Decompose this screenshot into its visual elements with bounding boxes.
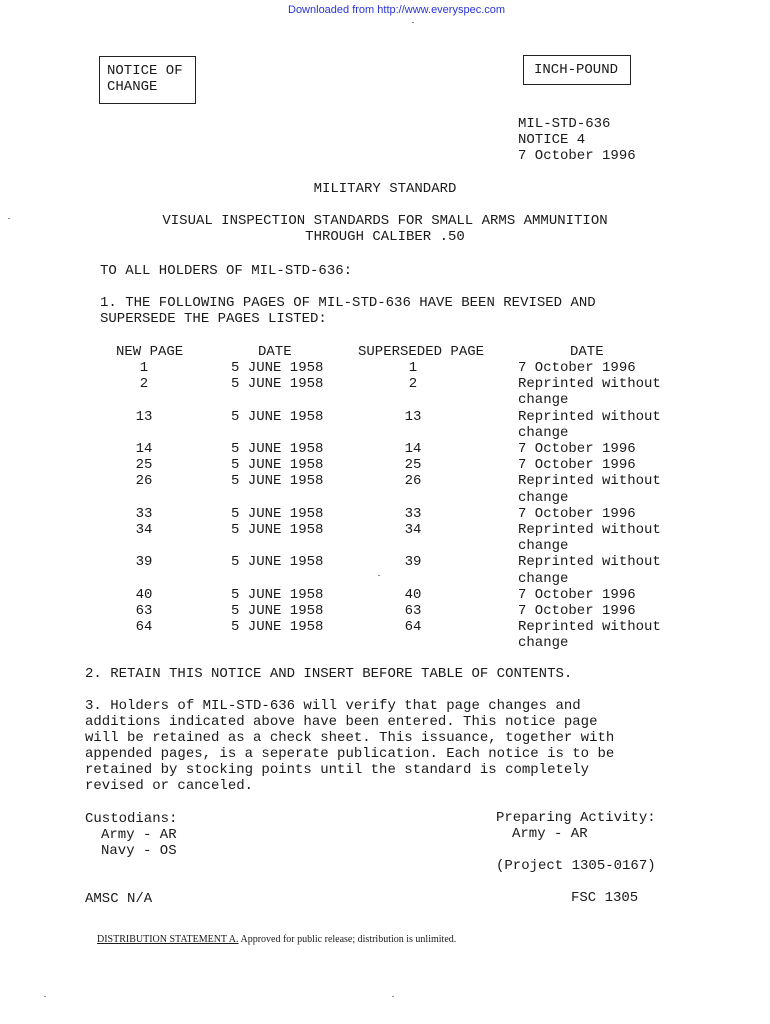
project-number: (Project 1305-0167)	[496, 858, 656, 874]
table-cell-date: 5 JUNE 1958	[231, 376, 324, 393]
custodian-army: Army - AR	[101, 827, 177, 843]
table-cell-date-2: Reprinted without	[518, 619, 661, 636]
para3-line6: revised or canceled.	[85, 778, 254, 794]
table-cell-superseded-page: 39	[404, 554, 422, 571]
amsc: AMSC N/A	[85, 891, 153, 907]
scan-speck	[378, 575, 380, 576]
table-cell-date: 5 JUNE 1958	[231, 408, 324, 425]
distribution-statement	[97, 934, 456, 945]
doc-number: MIL-STD-636	[518, 116, 611, 132]
table-cell-date: 5 JUNE 1958	[231, 603, 324, 619]
table-cell-date-2: Reprinted without	[518, 554, 661, 571]
table-cell-date: 5 JUNE 1958	[231, 457, 324, 474]
notice-number: NOTICE 4	[518, 132, 586, 148]
salutation: TO ALL HOLDERS OF MIL-STD-636:	[100, 263, 353, 279]
header-new-page: NEW PAGE	[116, 344, 184, 360]
notice-of-change-box	[99, 56, 196, 104]
title-line1: MILITARY STANDARD	[313, 181, 457, 197]
table-cell-date: 5 JUNE 1958	[231, 441, 324, 457]
distribution-text: Approved for public release; distribution is unlimited.	[240, 934, 457, 945]
table-cell-date-2: Reprinted without	[518, 408, 661, 425]
table-cell-superseded-page: 1	[408, 360, 418, 376]
table-cell-date: 5 JUNE 1958	[231, 360, 324, 376]
inch-pound-box	[523, 55, 631, 85]
para1-line2: SUPERSEDE THE PAGES LISTED:	[100, 311, 327, 327]
table-cell-superseded-page: 34	[404, 522, 422, 538]
para3-line1: 3. Holders of MIL-STD-636 will verify that page changes and	[85, 698, 581, 714]
table-cell-new-page: 63	[135, 603, 153, 619]
table-cell-date-2-continued: change	[518, 570, 569, 587]
custodians-heading: Custodians:	[85, 811, 178, 827]
table-cell-new-page: 40	[135, 586, 153, 603]
table-cell-date-2-continued: change	[518, 635, 569, 652]
inch-pound-label: INCH-POUND	[534, 62, 619, 78]
para1-line1: 1. THE FOLLOWING PAGES OF MIL-STD-636 HAVE BEEN REVISED AND	[100, 295, 596, 311]
header-date-2: DATE	[570, 344, 604, 360]
notice-box-line2: CHANGE	[107, 79, 158, 95]
table-cell-new-page: 2	[139, 376, 149, 393]
table-cell-date-2: 7 October 1996	[518, 505, 636, 522]
table-cell-date-2: 7 October 1996	[518, 457, 636, 474]
table-cell-new-page: 14	[135, 441, 153, 457]
scan-speck	[392, 996, 394, 997]
para3-line4: appended pages, is a seperate publication. Each notice is to be	[85, 746, 615, 762]
table-cell-date-2: 7 October 1996	[518, 603, 636, 619]
table-cell-date: 5 JUNE 1958	[231, 619, 324, 636]
para3-line2: additions indicated above have been entered. This notice page	[85, 714, 598, 730]
table-cell-new-page: 1	[139, 360, 149, 376]
fsc: FSC 1305	[571, 890, 639, 906]
table-cell-new-page: 26	[135, 473, 153, 490]
custodian-navy: Navy - OS	[101, 843, 177, 859]
scan-speck	[412, 22, 414, 23]
source-link[interactable]: Downloaded from http://www.everyspec.com	[288, 4, 506, 16]
para3-line5: retained by stocking points until the standard is completely	[85, 762, 590, 778]
table-cell-new-page: 34	[135, 522, 153, 538]
table-cell-date: 5 JUNE 1958	[231, 522, 324, 538]
preparing-army: Army - AR	[512, 826, 588, 842]
scan-speck	[8, 218, 10, 219]
table-cell-new-page: 13	[135, 408, 153, 425]
table-cell-date: 5 JUNE 1958	[231, 554, 324, 571]
table-cell-date-2-continued: change	[518, 424, 569, 441]
header-superseded-page: SUPERSEDED PAGE	[358, 344, 485, 360]
distribution-label: DISTRIBUTION STATEMENT A.	[97, 934, 239, 945]
table-cell-date-2: Reprinted without	[518, 473, 661, 490]
para2: 2. RETAIN THIS NOTICE AND INSERT BEFORE TABLE OF CONTENTS.	[85, 666, 573, 682]
table-cell-date-2-continued: change	[518, 392, 569, 409]
table-cell-new-page: 33	[135, 505, 153, 522]
table-cell-date: 5 JUNE 1958	[231, 586, 324, 603]
notice-date: 7 October 1996	[518, 148, 636, 164]
title-line2: VISUAL INSPECTION STANDARDS FOR SMALL ARMS AMMUNITION	[162, 213, 608, 229]
table-cell-date-2: 7 October 1996	[518, 360, 636, 376]
table-cell-superseded-page: 64	[404, 619, 422, 636]
table-cell-superseded-page: 26	[404, 473, 422, 490]
table-cell-new-page: 64	[135, 619, 153, 636]
table-cell-superseded-page: 13	[404, 408, 422, 425]
header-date: DATE	[258, 344, 292, 360]
table-cell-date-2: Reprinted without	[518, 376, 661, 393]
table-cell-date: 5 JUNE 1958	[231, 473, 324, 490]
table-cell-date-2: 7 October 1996	[518, 586, 636, 603]
table-cell-superseded-page: 40	[404, 586, 422, 603]
table-cell-superseded-page: 14	[404, 441, 422, 457]
table-cell-superseded-page: 63	[404, 603, 422, 619]
table-cell-date-2-continued: change	[518, 538, 569, 555]
table-cell-superseded-page: 33	[404, 505, 422, 522]
preparing-heading: Preparing Activity:	[496, 810, 656, 826]
notice-box-line1: NOTICE OF	[107, 63, 183, 79]
table-cell-date-2: Reprinted without	[518, 522, 661, 538]
table-cell-date-2: 7 October 1996	[518, 441, 636, 457]
title-line3: THROUGH CALIBER .50	[305, 229, 465, 245]
table-cell-superseded-page: 2	[408, 376, 418, 393]
table-cell-superseded-page: 25	[404, 457, 422, 474]
table-cell-date: 5 JUNE 1958	[231, 505, 324, 522]
table-cell-new-page: 39	[135, 554, 153, 571]
scan-speck	[44, 996, 46, 997]
table-cell-new-page: 25	[135, 457, 153, 474]
para3-line3: will be retained as a check sheet. This issuance, together with	[85, 730, 615, 746]
table-cell-date-2-continued: change	[518, 489, 569, 506]
